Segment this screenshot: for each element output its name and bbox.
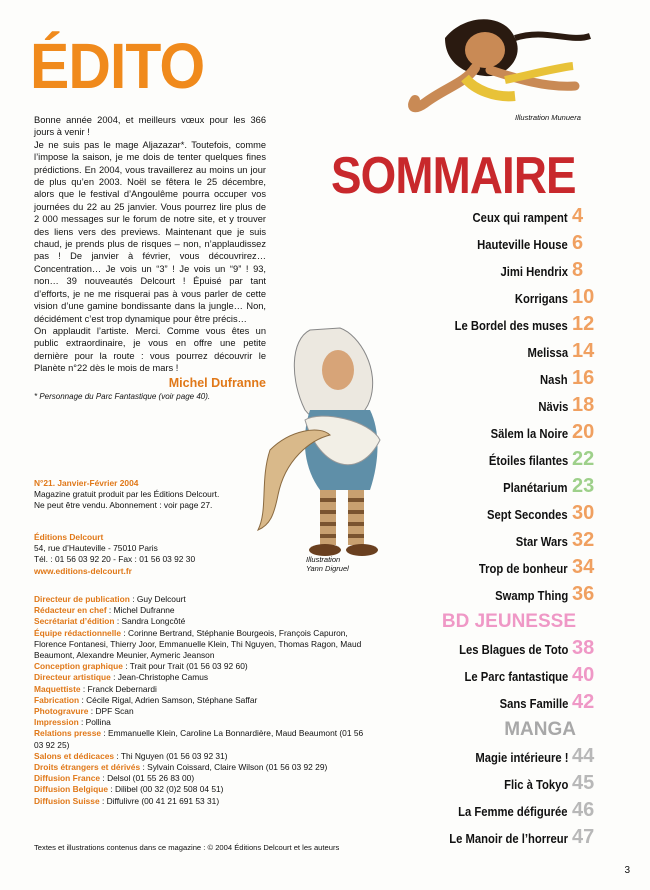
credit-role: Équipe rédactionnelle [34,627,122,638]
toc-entry-title: Planétarium [503,481,568,495]
toc-entry-page: 16 [572,367,595,389]
toc-entry[interactable] [342,476,602,503]
credit-row: Diffusion Belgique : Dilibel (00 32 (0)2 508 04 51) [34,784,224,795]
credit-role: Diffusion France [34,773,101,784]
credit-value: Thi Nguyen (01 56 03 92 31) [120,750,228,761]
credit-row: Directeur de publication : Guy Delcourt [34,594,186,604]
toc-entry-page: 38 [572,637,595,659]
credit-value: Trait pour Trait (01 56 03 92 60) [129,661,248,672]
credit-value: Diffulivre (00 41 21 691 53 31) [106,795,220,806]
toc-entry[interactable] [342,638,602,665]
credit-row: Photogravure : DPF Scan [34,706,134,717]
toc-entry-page: 14 [572,340,595,362]
publisher-website[interactable]: www.editions-delcourt.fr [34,565,132,576]
credit-role: Photogravure [34,706,89,717]
edito-paragraph-1: Bonne année 2004, et meilleurs vœux pour les 366 jours à venir ! [34,115,266,138]
credit-value: Emmanuelle Klein, Caroline La Bonnardière, Maud Beaumont (01 56 03 92 25) [34,728,364,750]
edito-footnote: * Personnage du Parc Fantastique (voir page 40). [34,391,211,401]
issue-line-2: Ne peut être vendu. Abonnement : voir page 27. [34,500,213,511]
toc-entry-page: 30 [572,502,595,524]
toc-entry-page: 8 [572,259,584,281]
toc-entry-title: Sept Secondes [487,508,568,522]
credit-value: Corinne Bertrand, Stéphanie Bourgeois, François Capuron, Florence Fontanesi, Thierry Joor, Emmanuelle Klein, Thi Nguyen, Thomas Ragon, Maud Beaumont, Alexandre Meunier, Aymeric Jeanson [34,627,362,661]
toc-entry-page: 47 [572,826,595,848]
edito-signature: Michel Dufranne [168,375,266,390]
edito-paragraph-3: On applaudit l’artiste. Merci. Comme vous êtes un public extraordinaire, je vous en offre une petite dernière pour la route : vous pourrez découvrir le Planète n°22 dès le mois de mars ! [34,325,266,374]
toc-entry[interactable] [342,368,602,395]
toc-entry-title: Jimi Hendrix [500,265,568,279]
toc-entry-title: Nash [540,373,568,387]
toc-entry[interactable] [342,827,602,854]
credit-row: Rédacteur en chef : Michel Dufranne [34,605,175,616]
toc-entry-page: 23 [572,475,595,497]
credit-value: Pollina [85,717,111,728]
credit-row: Conception graphique : Trait pour Trait (01 56 03 92 60) [34,661,248,672]
credit-value: Jean-Christophe Camus [117,672,209,683]
toc-entry-page: 20 [572,421,595,443]
credit-row: Équipe rédactionnelle : Corinne Bertrand, Stéphanie Bourgeois, François Capuron, Florence Fontanesi, Thierry Joor, Emmanuelle Klein, Thi Nguyen, Thomas Ragon, Maud Beaumont, Alexandre Meunier, Aymeric Jeanson [34,627,362,661]
credit-role: Secrétariat d’édition [34,616,115,627]
toc-entry-page: 6 [572,232,584,254]
toc-entry-title: Swamp Thing [494,589,568,603]
toc-entry-page: 32 [572,529,595,551]
toc-entry[interactable] [342,557,602,584]
credit-value: Franck Debernardi [87,683,157,694]
toc-entry[interactable] [342,314,602,341]
toc-entry[interactable] [342,773,602,800]
toc-entry-title: Trop de bonheur [479,562,568,576]
toc-entry-page: 12 [572,313,595,335]
credit-row: Directeur artistique : Jean-Christophe Camus [34,672,209,683]
toc-entry-title: Ceux qui rampent [472,211,568,225]
toc-entry[interactable] [342,233,602,260]
toc-entry-title: Sans Famille [499,697,568,711]
toc-entry-title: Sälem la Noire [490,427,568,441]
credits-list [34,594,374,807]
toc-entry-title: Nävis [537,400,568,414]
toc-entry-title: Magie intérieure ! [474,751,568,765]
toc-entry-title: Melissa [527,346,568,360]
credit-role: Relations presse [34,728,102,739]
toc-entry-page: 22 [572,448,595,470]
toc-entry-page: 4 [572,205,584,227]
toc-entry-page: 40 [572,664,595,686]
toc-entry[interactable] [342,530,602,557]
credit-role: Directeur de publication [34,594,130,604]
credit-row: Maquettiste : Franck Debernardi [34,683,157,694]
toc-entry[interactable] [342,584,602,611]
credit-role: Droits étrangers et dérivés [34,762,141,773]
issue-number: N°21. Janvier-Février 2004 [34,478,139,488]
credit-value: Michel Dufranne [113,605,175,616]
credit-role: Fabrication [34,694,80,705]
toc-entry-title: Flic à Tokyo [503,778,568,792]
bd-jeunesse-heading: BD JEUNESSE [441,611,576,632]
toc-entry-title: Étoiles filantes [488,454,568,468]
credit-role: Diffusion Suisse [34,795,100,806]
toc-entry-title: Korrigans [514,292,568,306]
top-illustration-credit: Illustration Munuera [515,113,581,122]
toc-entry[interactable] [342,665,602,692]
toc-entry-title: Le Bordel des muses [454,319,568,333]
page-number: 3 [624,865,630,876]
toc-entry-title: Hauteville House [477,238,568,252]
toc-entry[interactable] [342,692,602,719]
edito-paragraph-2: Je ne suis pas le mage Aljazazar*. Toutefois, comme l’impose la saison, je me dois de tenter quelques fines prédictions. En 2004, vous travaillerez au moins un jour de plus qu’en 2003. Noël se fêtera le 25 décembre, alors que le festival d’Angoulême pourra occuper vos journées du 22 au 25 janvier. Vous pourrez lire plus de 2 000 messages sur le forum de notre site, et y trouver des liens vers des previews. Maintenant que je suis chaud, je prends plus de risques – non, n’applaudissez pas ! De janvier à février, vous découvrirez… Concentration… Je vois un “3” ! Je vois un “9” ! 93, non… 39 nouveautés Delcourt ! Épuisé par tant d’efforts, je ne me risquerai pas à vous parler de cette vision d’une gamine bondissante dans la jungle… Non, décidément c’est trop dynamique pour être précis… [34,139,266,324]
credit-role: Impression [34,717,79,728]
credit-role: Diffusion Belgique [34,784,108,795]
credit-row: Diffusion Suisse : Diffulivre (00 41 21 691 53 31) [34,795,220,806]
toc-entry[interactable] [342,341,602,368]
toc-entry-title: La Femme défigurée [458,805,568,819]
credit-value: Sandra Longcôté [121,616,186,627]
credit-value: Cécile Rigal, Adrien Samson, Stéphane Saffar [86,694,258,705]
legal-notice: Textes et illustrations contenus dans ce magazine : © 2004 Éditions Delcourt et les auteurs [34,843,340,852]
table-of-contents [342,206,602,854]
credit-value: Delsol (01 55 26 83 00) [107,773,195,784]
credit-value: Dilibel (00 32 (0)2 508 04 51) [114,784,224,795]
toc-entry-page: 36 [572,583,595,605]
credit-row: Droits étrangers et dérivés : Sylvain Coissard, Claire Wilson (01 56 03 92 29) [34,762,328,773]
toc-entry[interactable] [342,746,602,773]
toc-entry[interactable] [342,395,602,422]
toc-entry-page: 34 [572,556,595,578]
toc-entry-page: 42 [572,691,595,713]
credit-role: Directeur artistique [34,672,111,683]
manga-heading: MANGA [504,719,576,740]
credit-row: Diffusion France : Delsol (01 55 26 83 00) [34,773,195,784]
credit-row: Secrétariat d’édition : Sandra Longcôté [34,616,186,627]
toc-entry[interactable] [342,503,602,530]
credit-role: Maquettiste [34,683,81,694]
credit-value: Guy Delcourt [136,594,186,604]
toc-entry[interactable] [342,422,602,449]
issue-info [34,478,266,512]
credit-value: Sylvain Coissard, Claire Wilson (01 56 03 92 29) [147,762,328,773]
credit-row: Fabrication : Cécile Rigal, Adrien Samson, Stéphane Saffar [34,694,258,705]
toc-entry[interactable] [342,260,602,287]
toc-entry[interactable] [342,287,602,314]
middle-illustration-credit-line-1: Illustration [306,555,341,564]
toc-entry[interactable] [342,449,602,476]
toc-entry-title: Le Manoir de l’horreur [449,832,568,846]
publisher-phone: Tél. : 01 56 03 92 20 - Fax : 01 56 03 92 30 [34,554,196,565]
credit-role: Rédacteur en chef [34,605,107,616]
issue-line-1: Magazine gratuit produit par les Éditions Delcourt. [34,489,220,500]
toc-entry-title: Star Wars [515,535,568,549]
toc-entry-page: 46 [572,799,595,821]
toc-entry-page: 18 [572,394,595,416]
toc-entry-page: 45 [572,772,595,794]
toc-entry-title: Le Parc fantastique [464,670,568,684]
middle-illustration-credit-line-2: Yann Digruel [306,564,349,573]
credit-row: Salons et dédicaces : Thi Nguyen (01 56 03 92 31) [34,750,228,761]
publisher-name: Éditions Delcourt [34,532,104,542]
credit-role: Salons et dédicaces [34,750,115,761]
sommaire-title: SOMMAIRE [331,147,576,205]
publisher-address: 54, rue d’Hauteville - 75010 Paris [34,543,158,554]
credit-row: Impression : Pollina [34,717,111,728]
credit-row: Relations presse : Emmanuelle Klein, Caroline La Bonnardière, Maud Beaumont (01 56 03 92 25) [34,728,364,750]
toc-entry[interactable] [342,800,602,827]
toc-entry[interactable] [342,206,602,233]
toc-entry-title: Les Blagues de Toto [458,643,568,657]
toc-entry-page: 44 [572,745,595,767]
jumping-girl-illustration [405,8,595,120]
edito-text [34,114,266,403]
toc-entry-page: 10 [572,286,595,308]
edito-title: ÉDITO [30,30,205,102]
credit-value: DPF Scan [95,706,134,717]
credit-role: Conception graphique [34,661,123,672]
